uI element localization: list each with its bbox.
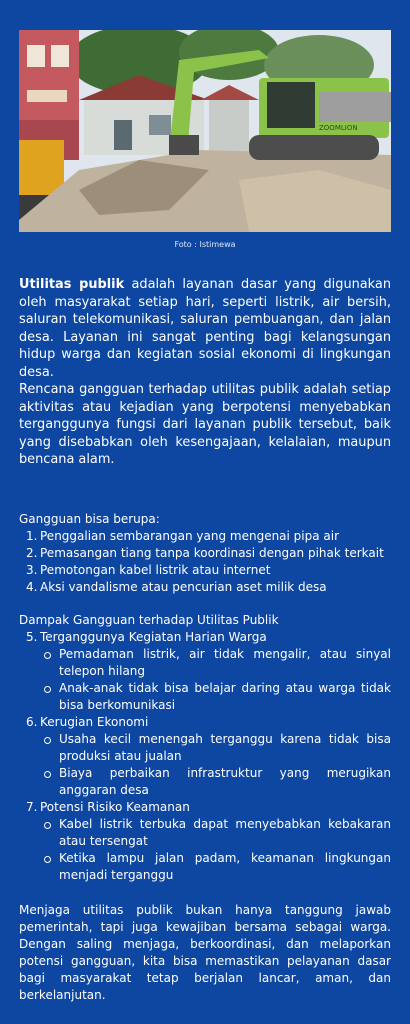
list-item [19,579,391,596]
sub-list-item: Usaha kecil menengah terganggu karena tidak bisa produksi atau jualan [19,731,391,765]
sub-list-item: Pemadaman listrik, air tidak mengalir, atau sinyal telepon hilang [19,646,391,680]
list-number: 7. [26,800,38,814]
intro-bold-term: Utilitas publik [19,277,125,292]
sub-list-item: Ketika lampu jalan padam, keamanan lingkungan menjadi terganggu [19,850,391,884]
dampak-section [19,612,391,884]
list-item-text: Potensi Risiko Keamanan [40,800,190,814]
dampak-list [19,629,391,646]
dampak-sublist-2 [19,731,391,799]
list-number: 4. [26,580,38,594]
list-number: 6. [26,715,38,729]
intro-text [19,276,391,469]
sub-list-item: Anak-anak tidak bisa belajar daring atau warga tidak bisa berkomunikasi [19,680,391,714]
list-item-text: Kerugian Ekonomi [40,715,149,729]
sub-list-item: Biaya perbaikan infrastruktur yang merugikan anggaran desa [19,765,391,799]
list-item [19,714,391,731]
dampak-list [19,714,391,731]
intro-paragraph-1 [19,276,391,381]
list-number: 5. [26,630,38,644]
list-item [19,528,391,545]
gangguan-section [19,511,391,596]
list-item-text: Aksi vandalisme atau pencurian aset milik desa [40,580,327,594]
list-number: 1. [26,529,38,543]
dampak-heading: Dampak Gangguan terhadap Utilitas Publik [19,613,279,627]
dampak-list [19,799,391,816]
list-item-text: Pemasangan tiang tanpa koordinasi dengan pihak terkait [40,546,384,560]
excavator-brand-text: ZOOMLION [319,124,358,132]
list-item-text: Pemotongan kabel listrik atau internet [40,563,271,577]
excavator-demolition-photo [19,30,391,232]
intro-paragraph-1-text: adalah layanan dasar yang digunakan oleh masyarakat setiap hari, seperti listrik, air bersih, saluran telekomunikasi, saluran pembuangan, dan jalan desa. Layanan ini sangat penting bagi kelangsungan hidup warga dan kegiatan sosial ekonomi di lingkungan desa. [19,277,391,380]
list-item [19,629,391,646]
list-item [19,799,391,816]
closing-text: Menjaga utilitas publik bukan hanya tanggung jawab pemerintah, tapi juga kewajiban bersama sebagai warga. Dengan saling menjaga, berkoordinasi, dan melaporkan potensi gangguan, kita bisa memastikan pelayanan dasar bagi masyarakat tetap berjalan lancar, aman, dan berkelanjutan. [19,903,391,1002]
sub-list-item: Kabel listrik terbuka dapat menyebabkan kebakaran atau tersengat [19,816,391,850]
article-photo [19,30,391,232]
list-item [19,562,391,579]
list-item-text: Terganggunya Kegiatan Harian Warga [40,630,267,644]
photo-caption: Foto : Istimewa [174,240,236,249]
intro-paragraph-2: Rencana gangguan terhadap utilitas publik adalah setiap aktivitas atau kejadian yang berpotensi menyebabkan terganggunya fungsi dari layanan publik tersebut, baik yang disebabkan oleh kesengajaan, kelalaian, maupun bencana alam. [19,382,391,467]
list-item [19,545,391,562]
dampak-sublist-1 [19,646,391,714]
closing-paragraph [19,902,391,1004]
gangguan-list [19,528,391,596]
list-number: 2. [26,546,38,560]
list-number: 3. [26,563,38,577]
list-item-text: Penggalian sembarangan yang mengenai pipa air [40,529,340,543]
gangguan-heading: Gangguan bisa berupa: [19,512,160,526]
dampak-sublist-3 [19,816,391,884]
